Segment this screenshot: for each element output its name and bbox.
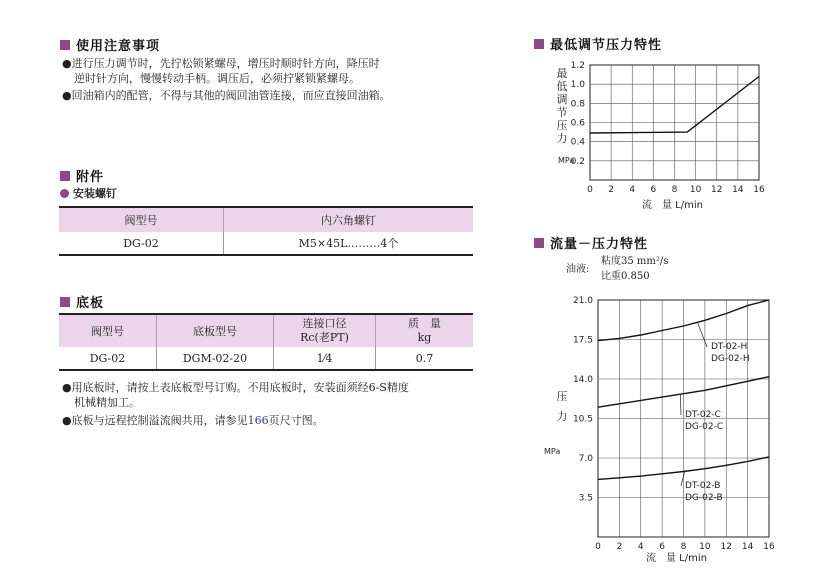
y-tick-label: 10.5	[572, 414, 593, 425]
y-axis-label-char: 力	[556, 410, 568, 423]
min-pressure-chart	[530, 55, 780, 215]
header-cell: 阀型号	[59, 314, 157, 347]
x-tick-label: 6	[659, 542, 665, 552]
x-tick-label: 0	[595, 542, 601, 552]
table-cell: DGM-02-20	[157, 347, 274, 370]
table-cell: DG-02	[59, 347, 157, 370]
y-tick-label: 1.0	[570, 80, 585, 91]
chart2-title	[534, 233, 648, 252]
header-cell	[274, 314, 376, 347]
header-cell-line: kg	[417, 331, 432, 344]
series-label: DG-02-C	[685, 422, 724, 432]
base-note-3-text: ●底板与远程控制溢流阀共用，请参见	[62, 414, 248, 427]
header-cell: 阀型号	[59, 207, 224, 232]
square-bullet-icon	[534, 238, 544, 248]
x-tick-label: 6	[650, 185, 657, 195]
chart1-title	[534, 34, 662, 53]
leader-line	[697, 322, 707, 347]
accessory-subtitle	[60, 185, 117, 201]
accessory-title	[60, 166, 104, 185]
series-label: DT-02-B	[685, 481, 721, 491]
base-note-3	[62, 413, 324, 428]
y-axis-label-char: 调	[556, 93, 568, 106]
x-tick-label: 12	[711, 185, 723, 195]
x-tick-label: 2	[616, 542, 623, 552]
x-tick-label: 16	[763, 542, 775, 552]
y-tick-label: 7.0	[578, 454, 593, 464]
table-row	[59, 347, 473, 370]
usage-line-3: ●回油箱内的配管，不得与其他的阀回油管连接，而应直接回油箱。	[62, 89, 391, 102]
y-tick-label: 0.6	[570, 118, 585, 129]
table-cell: M5×45L………4个	[298, 237, 399, 250]
x-tick-label: 0	[587, 185, 593, 195]
y-tick-label: 0.4	[570, 137, 585, 148]
base-note-1: ●用底板时，请按上表底板型号订购。不用底板时，安装面须经6-S精度	[62, 381, 409, 394]
x-tick-label: 4	[637, 542, 644, 552]
y-tick-label: 14.0	[572, 375, 593, 385]
base-note-2: 机械精加工。	[74, 396, 140, 409]
table-cell: DG-02	[59, 232, 224, 255]
base-title-text: 底板	[76, 296, 105, 311]
x-tick-label: 16	[753, 185, 765, 195]
series-label: DG-02-H	[711, 354, 750, 364]
y-axis-label-char: 节	[556, 106, 568, 119]
fluid-specs	[601, 254, 668, 284]
base-note-3-tail: 页尺寸图。	[268, 414, 324, 427]
usage-title-text: 使用注意事项	[76, 39, 161, 54]
header-cell-line: 连接口径	[302, 317, 347, 330]
series-label: DG-02-B	[685, 493, 723, 503]
accessory-table	[59, 206, 473, 256]
usage-title	[60, 35, 160, 54]
x-tick-label: 8	[680, 542, 687, 552]
square-bullet-icon	[60, 40, 70, 50]
y-axis-label-char: 低	[556, 80, 568, 93]
usage-line-2: 逆时针方向，慢慢转动手柄。调压后，必须拧紧锁紧螺母。	[74, 72, 360, 85]
header-cell-line: Rc(老PT)	[300, 331, 349, 344]
square-bullet-icon	[60, 171, 70, 181]
circle-bullet-icon	[60, 189, 69, 198]
table-row	[59, 232, 473, 255]
y-axis-label-char: 力	[556, 132, 568, 145]
base-title	[60, 292, 104, 311]
series-label: DT-02-C	[685, 410, 721, 420]
chart2-y-unit: MPa	[544, 447, 561, 456]
table-header-row	[59, 314, 473, 347]
chart2-title-text: 流量－压力特性	[550, 237, 649, 252]
y-tick-label: 3.5	[578, 493, 593, 504]
x-tick-label: 10	[699, 542, 711, 552]
accessory-title-text: 附件	[76, 170, 105, 185]
table-cell: 1⁄4	[274, 347, 376, 370]
table-cell: 0.7	[415, 351, 434, 365]
fluid-gravity: 比重0.850	[601, 271, 650, 282]
x-tick-label: 12	[720, 542, 732, 552]
y-axis-label-char: 最	[556, 67, 568, 80]
y-tick-label: 0.2	[570, 156, 585, 167]
base-table	[59, 313, 473, 371]
header-cell-line: 质 量	[408, 317, 441, 330]
x-tick-label: 10	[689, 185, 702, 195]
y-tick-label: 0.8	[570, 99, 585, 110]
header-cell: 底板型号	[157, 314, 274, 347]
chart1-title-text: 最低调节压力特性	[550, 38, 663, 53]
x-tick-label: 8	[671, 185, 678, 195]
y-axis-label-char: 压	[556, 119, 568, 132]
flow-pressure-chart	[530, 292, 780, 572]
usage-line-1: ●进行压力调节时，先拧松锁紧螺母，增压时顺时针方向，降压时	[62, 57, 380, 70]
x-tick-label: 4	[629, 185, 636, 195]
x-tick-label: 14	[741, 542, 754, 552]
table-header-row	[59, 207, 473, 232]
series-label: DT-02-H	[711, 342, 748, 352]
header-cell: 内六角螺钉	[224, 207, 474, 232]
y-axis-label-char: 压	[556, 390, 568, 403]
y-tick-label: 17.5	[572, 335, 593, 346]
accessory-subtitle-text: 安装螺钉	[73, 187, 117, 200]
page-ref-link[interactable]: 166	[247, 414, 269, 427]
fluid-label: 油液:	[566, 264, 590, 275]
chart1-x-label: 流 量 L/min	[642, 200, 703, 211]
chart1-y-unit: MPa	[558, 156, 575, 165]
chart2-x-label: 流 量 L/min	[646, 553, 707, 564]
leader-line	[680, 394, 681, 415]
y-tick-label: 1.2	[570, 61, 585, 71]
square-bullet-icon	[60, 297, 70, 307]
header-cell	[376, 314, 474, 347]
y-tick-label: 21.0	[572, 296, 593, 306]
fluid-viscosity: 粘度35 mm²/s	[601, 256, 669, 267]
x-tick-label: 2	[608, 185, 614, 195]
square-bullet-icon	[534, 39, 544, 49]
x-tick-label: 14	[732, 185, 744, 195]
